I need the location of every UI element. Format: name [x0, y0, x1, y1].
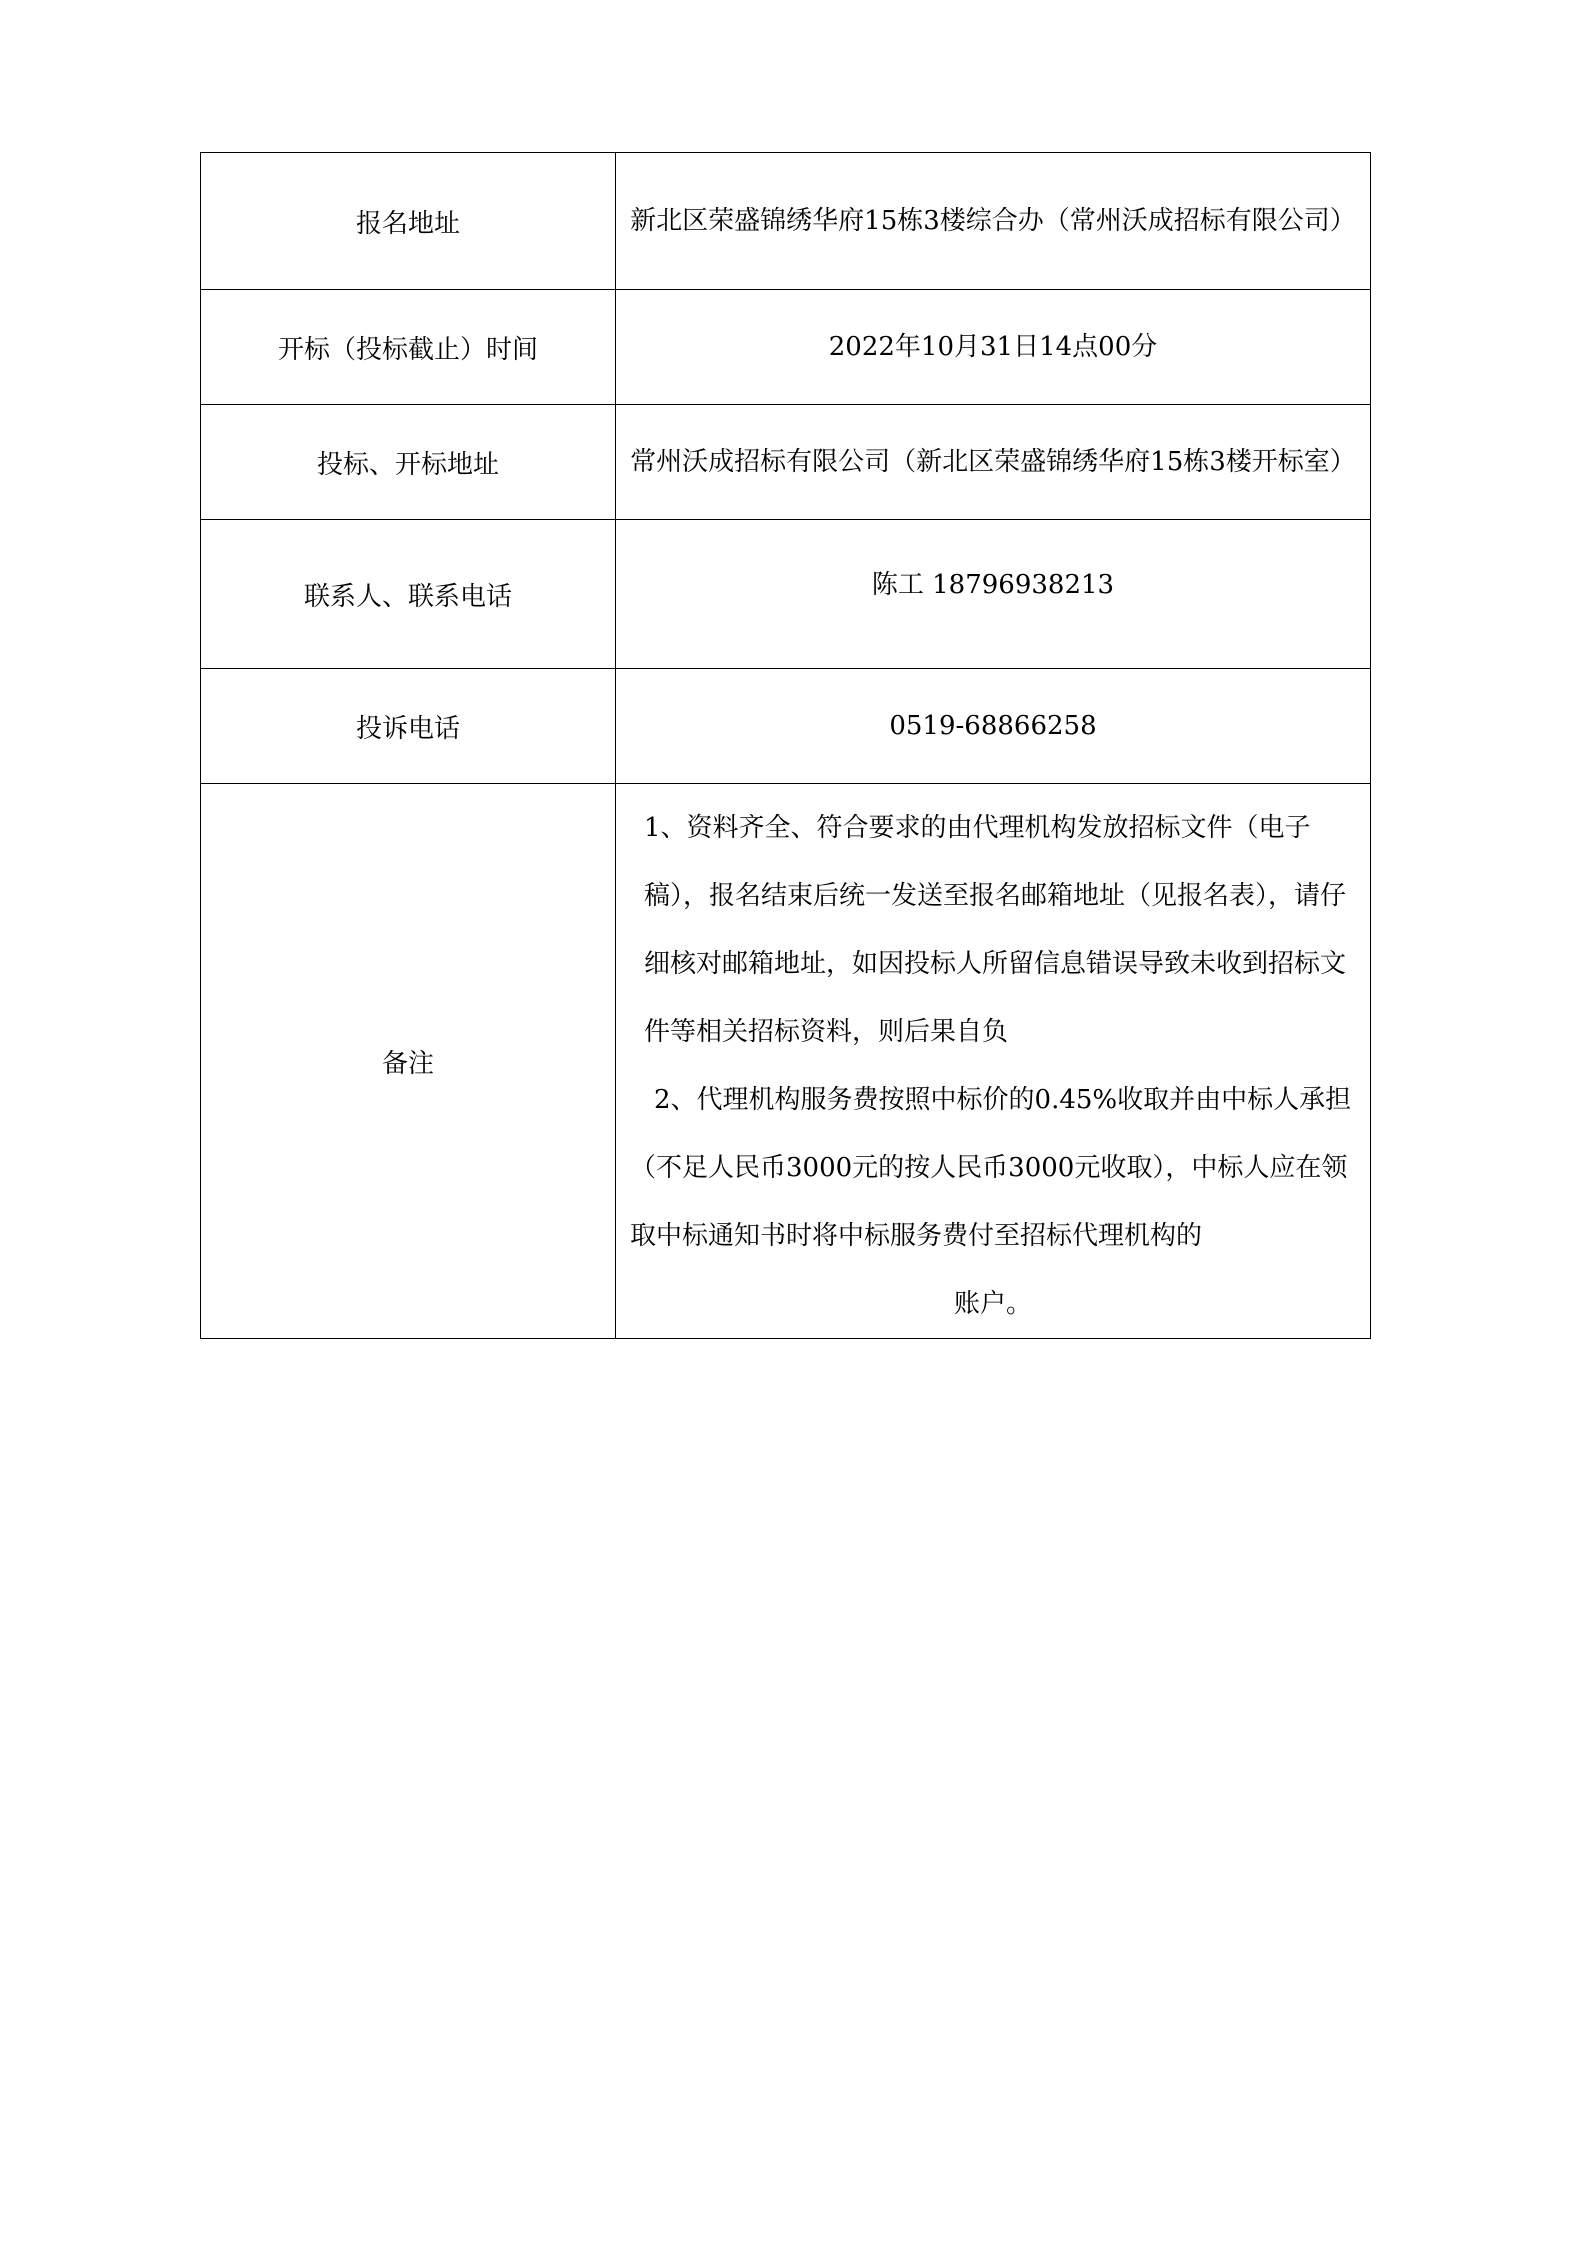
info-table [200, 152, 1371, 1339]
row-label-registration-address: 报名地址 [201, 153, 616, 290]
remark-paragraph-2-end: 账户。 [953, 1289, 1032, 1319]
row-label-remarks: 备注 [201, 784, 616, 1339]
remark-paragraph-1: 1、资料齐全、符合要求的由代理机构发放招标文件（电子稿），报名结束后统一发送至报名邮箱地址（见报名表），请仔细核对邮箱地址，如因投标人所留信息错误导致未收到招标文件等相关招标资料，则后果自负 [644, 813, 1347, 1047]
row-value-bid-opening-address: 常州沃成招标有限公司（新北区荣盛锦绣华府15栋3楼开标室） [616, 405, 1371, 520]
row-value-remarks [616, 784, 1371, 1339]
table-row [201, 153, 1371, 290]
row-value-complaint-phone: 0519-68866258 [616, 669, 1371, 784]
table-row [201, 784, 1371, 1339]
row-label-contact: 联系人、联系电话 [201, 520, 616, 669]
table-row [201, 290, 1371, 405]
contact-text: 陈工 18796938213 [871, 570, 1115, 600]
row-value-contact [616, 520, 1371, 669]
remark-paragraph-2: 2、代理机构服务费按照中标价的0.45%收取并由中标人承担（不足人民币3000元的按人民币3000元收取），中标人应在领取中标通知书时将中标服务费付至招标代理机构的 [630, 1085, 1352, 1251]
table-row [201, 520, 1371, 669]
row-label-complaint-phone: 投诉电话 [201, 669, 616, 784]
table-row [201, 405, 1371, 520]
row-value-opening-time: 2022年10月31日14点00分 [616, 290, 1371, 405]
row-label-bid-opening-address: 投标、开标地址 [201, 405, 616, 520]
row-label-opening-time: 开标（投标截止）时间 [201, 290, 616, 405]
row-value-registration-address: 新北区荣盛锦绣华府15栋3楼综合办（常州沃成招标有限公司） [616, 153, 1371, 290]
table-row [201, 669, 1371, 784]
